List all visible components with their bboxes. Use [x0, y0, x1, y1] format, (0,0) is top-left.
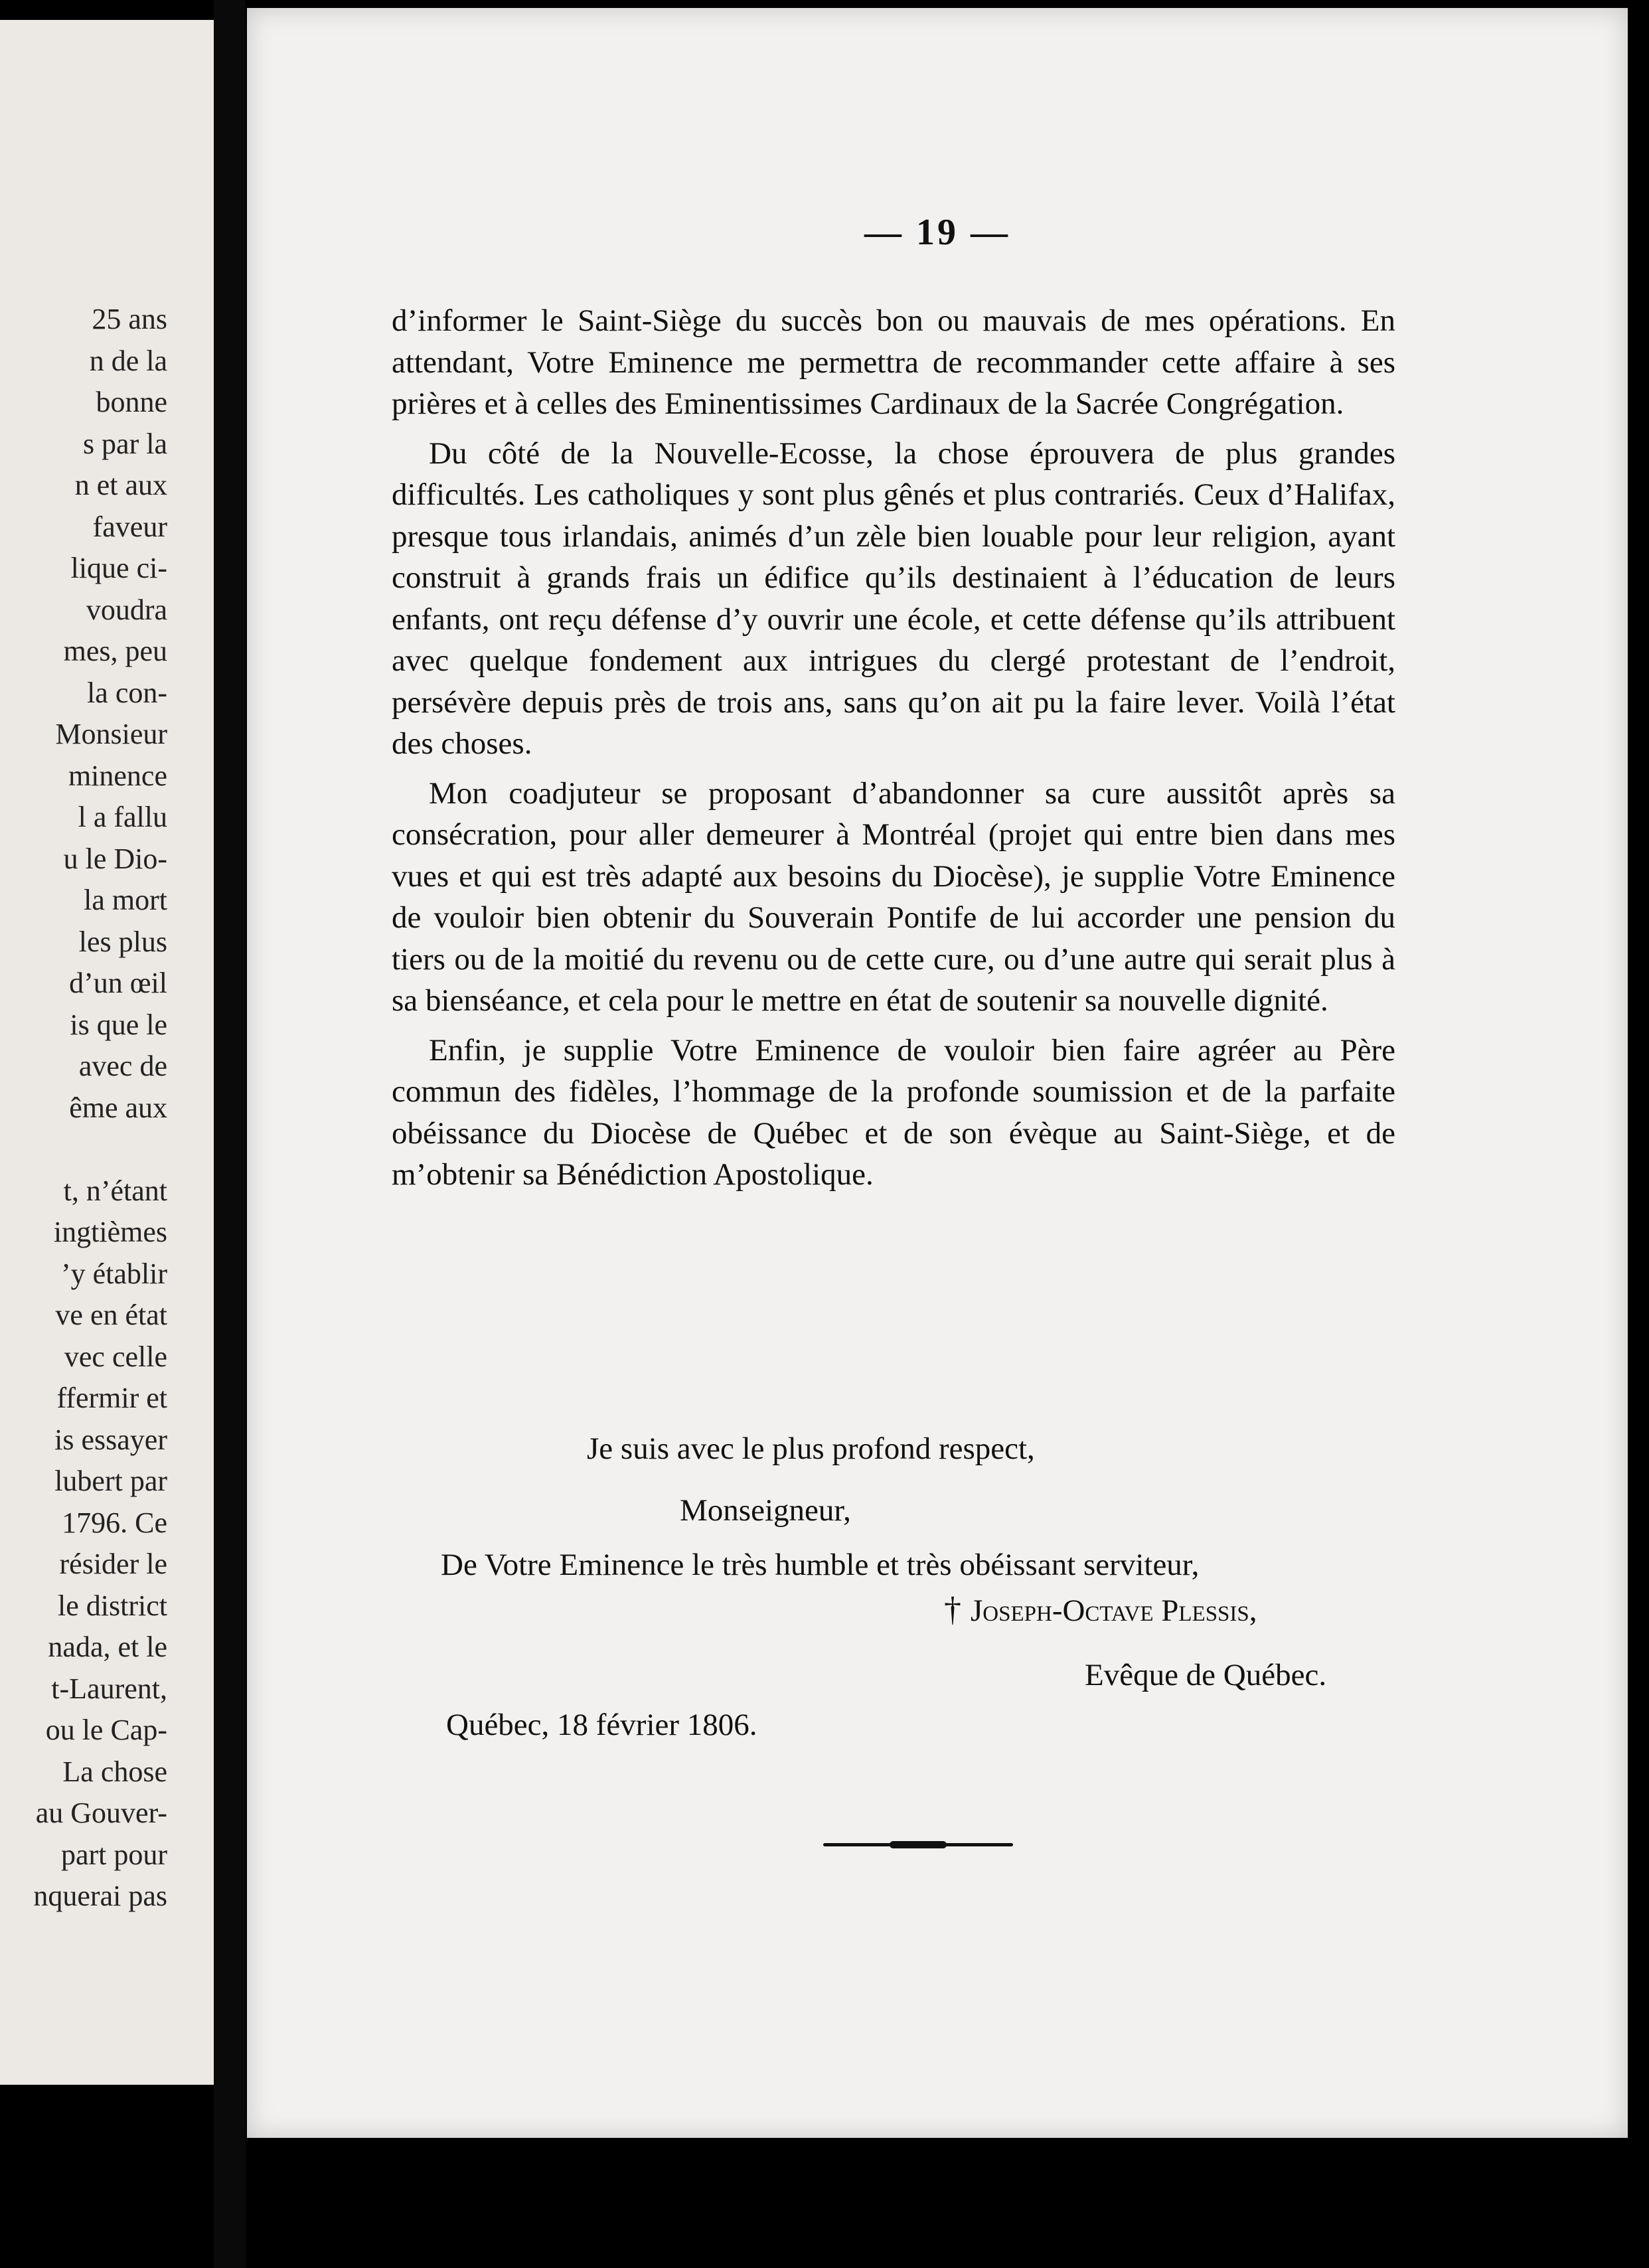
- paragraph-1: d’informer le Saint-Siège du succès bon ou mauvais de mes opérations. En attendant, Votre Eminence me permettra de recommander cette affaire à ses prières et à celles des Eminentissimes Cardinaux de la Sacrée Congrégation.: [392, 303, 1395, 421]
- signature-name: Joseph-Octave Plessis,: [971, 1593, 1257, 1628]
- left-page-fragment: résider le: [59, 1548, 167, 1580]
- letter-date: Québec, 18 février 1806.: [446, 1708, 757, 1742]
- left-page-fragment: au Gouver-: [35, 1797, 167, 1829]
- left-page-fragment: minence: [68, 759, 167, 792]
- left-page-fragment: l a fallu: [78, 801, 167, 833]
- left-page-fragment: ingtièmes: [53, 1216, 167, 1248]
- paragraph-4: Enfin, je supplie Votre Eminence de vouloir bien faire agréer au Père commun des fidèles, l’hommage de la profonde soumission et de la parfaite obéissance du Diocèse de Québec et de son évèque au Saint-Siège, et de m’obtenir sa Bénédiction Apostolique.: [392, 1032, 1395, 1192]
- closing-servant: De Votre Eminence le très humble et très obéissant serviteur,: [441, 1548, 1200, 1582]
- left-page-fragment: La chose: [62, 1755, 167, 1788]
- signature-line: [944, 1589, 1257, 1631]
- closing-salutation: Monseigneur,: [680, 1493, 851, 1528]
- left-page-fragment: 1796. Ce: [62, 1506, 167, 1539]
- closing-respect: Je suis avec le plus profond respect,: [587, 1431, 1035, 1466]
- left-page-fragment: n et aux: [74, 469, 167, 501]
- paragraph-2: Du côté de la Nouvelle-Ecosse, la chose éprouvera de plus grandes difficultés. Les catholiques y sont plus gênés et plus contrariés. Ceux d’Halifax, presque tous irlandais, animés d’un zèle bien louable pour leur religion, ayant construit à grands frais un édifice qu’ils destinaient à l’éducation de leurs enfants, ont reçu défense d’y ouvrir une école, et cette défense qu’ils attribuent avec quelque fondement aux intrigues du clergé protestant de l’endroit, persévère depuis près de trois ans, sans qu’on ait pu la faire lever. Voilà l’état des choses.: [392, 436, 1395, 761]
- signatory-title: Evêque de Québec.: [1085, 1658, 1327, 1692]
- left-page-fragment: s par la: [82, 427, 167, 460]
- left-page-fragment: is que le: [70, 1008, 167, 1041]
- left-page-fragment: nada, et le: [48, 1631, 167, 1663]
- left-page-fragment: ffermir et: [56, 1382, 167, 1414]
- left-page-fragment: la con-: [87, 676, 167, 709]
- left-page-fragment: is essayer: [54, 1423, 167, 1456]
- left-page-fragment: ême aux: [69, 1091, 167, 1124]
- left-page-fragment: lubert par: [54, 1465, 167, 1497]
- left-page-fragment: les plus: [78, 925, 167, 958]
- left-page-fragment: bonne: [96, 386, 167, 418]
- left-page-fragment: lique ci-: [70, 552, 167, 584]
- facing-page-left: [0, 20, 214, 2085]
- left-page-fragment: u le Dio-: [63, 842, 167, 875]
- left-page-fragment: ve en état: [55, 1299, 167, 1331]
- left-page-fragment: 25 ans: [92, 303, 167, 335]
- left-page-fragment: ou le Cap-: [45, 1714, 167, 1746]
- left-page-fragment: mes, peu: [63, 635, 167, 667]
- left-page-fragment: vec celle: [64, 1340, 167, 1373]
- left-page-fragment: part pour: [60, 1838, 167, 1871]
- book-gutter: [214, 0, 246, 2268]
- left-page-fragment: t, n’étant: [63, 1174, 167, 1207]
- letter-body: [392, 300, 1395, 1204]
- page-number: — 19 —: [864, 212, 1010, 253]
- left-page-fragment: n de la: [89, 344, 167, 377]
- left-page-fragment: Monsieur: [55, 718, 167, 750]
- left-page-fragment: t-Laurent,: [51, 1672, 167, 1705]
- left-page-fragment: nquerai pas: [33, 1880, 167, 1912]
- page: [247, 8, 1628, 2138]
- left-page-fragment: avec de: [78, 1050, 167, 1082]
- left-page-fragment: ’y établir: [60, 1257, 167, 1290]
- paragraph-3: Mon coadjuteur se proposant d’abandonner sa cure aussitôt après sa consécration, pour aller demeurer à Montréal (projet qui entre bien dans mes vues et qui est très adapté aux besoins du Diocèse), je supplie Votre Eminence de vouloir bien obtenir du Souverain Pontife de lui accorder une pension du tiers ou de la moitié du revenu ou de cette cure, ou d’une autre qui serait plus à sa bienséance, et cela pour le mettre en état de soutenir sa nouvelle dignité.: [392, 775, 1395, 1018]
- left-page-fragment: le district: [58, 1589, 167, 1622]
- left-page-fragment: d’un œil: [69, 967, 167, 999]
- ornamental-rule: [823, 1843, 1013, 1846]
- left-page-fragment: la mort: [84, 884, 167, 916]
- cross-icon: †: [944, 1591, 961, 1629]
- left-page-fragment: faveur: [92, 510, 167, 543]
- left-page-fragment: voudra: [86, 593, 167, 626]
